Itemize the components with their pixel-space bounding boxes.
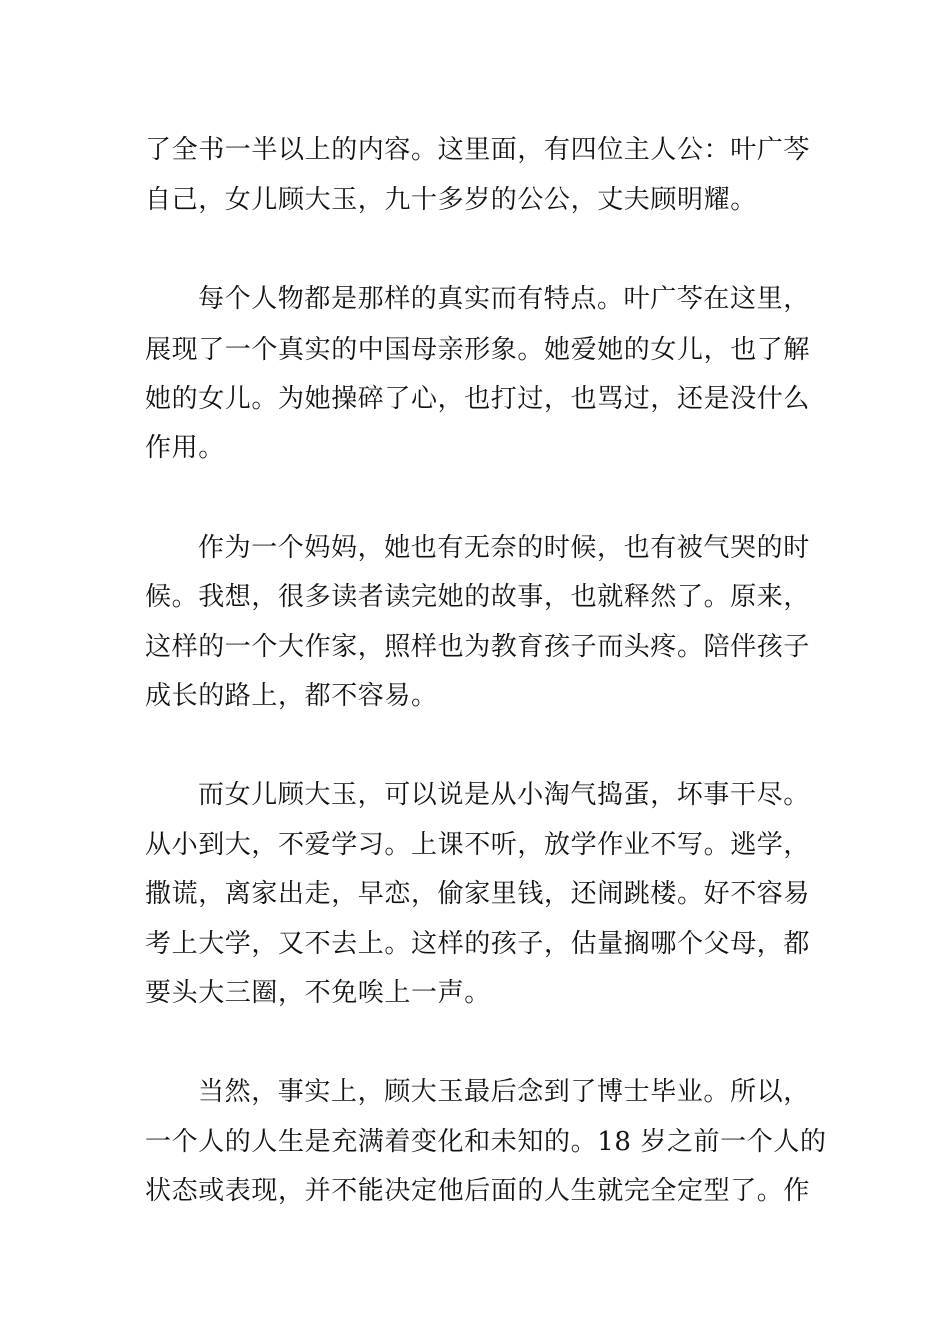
paragraph-2-line-4: 作用。 xyxy=(145,433,225,463)
paragraph-3-line-2: 候。我想，很多读者读完她的故事，也就释然了。原来， xyxy=(145,582,811,612)
paragraph-2-line-1: 每个人物都是那样的真实而有特点。叶广芩在这里， xyxy=(198,284,810,314)
paragraph-5-line-3: 状态或表现，并不能决定他后面的人生就完全定型了。作 xyxy=(145,1176,811,1206)
paragraph-3-line-3: 这样的一个大作家，照样也为教育孩子而头疼。陪伴孩子 xyxy=(145,632,811,662)
paragraph-5-line-1: 当然，事实上，顾大玉最后念到了博士毕业。所以， xyxy=(198,1077,810,1107)
paragraph-3-line-1: 作为一个妈妈，她也有无奈的时候，也有被气哭的时 xyxy=(198,533,810,563)
paragraph-1-line-2: 自己，女儿顾大玉，九十多岁的公公，丈夫顾明耀。 xyxy=(145,185,757,215)
paragraph-3-line-4: 成长的路上，都不容易。 xyxy=(145,681,438,711)
paragraph-4-line-5: 要头大三圈，不免唉上一声。 xyxy=(145,978,491,1008)
paragraph-4-line-2: 从小到大，不爱学习。上课不听，放学作业不写。逃学， xyxy=(145,830,811,860)
paragraph-1-line-1: 了全书一半以上的内容。这里面，有四位主人公：叶广芩 xyxy=(145,135,811,165)
paragraph-5-line-2: 一个人的人生是充满着变化和未知的。18 岁之前一个人的 xyxy=(145,1127,827,1157)
paragraph-4-line-1: 而女儿顾大玉，可以说是从小淘气捣蛋，坏事干尽。 xyxy=(198,780,810,810)
paragraph-4-line-4: 考上大学，又不去上。这样的孩子，估量搁哪个父母，都 xyxy=(145,929,811,959)
paragraph-4-line-3: 撒谎，离家出走，早恋，偷家里钱，还闹跳楼。好不容易 xyxy=(145,879,811,909)
paragraph-2-line-3: 她的女儿。为她操碎了心，也打过，也骂过，还是没什么 xyxy=(145,384,811,414)
paragraph-2-line-2: 展现了一个真实的中国母亲形象。她爱她的女儿，也了解 xyxy=(145,335,811,365)
